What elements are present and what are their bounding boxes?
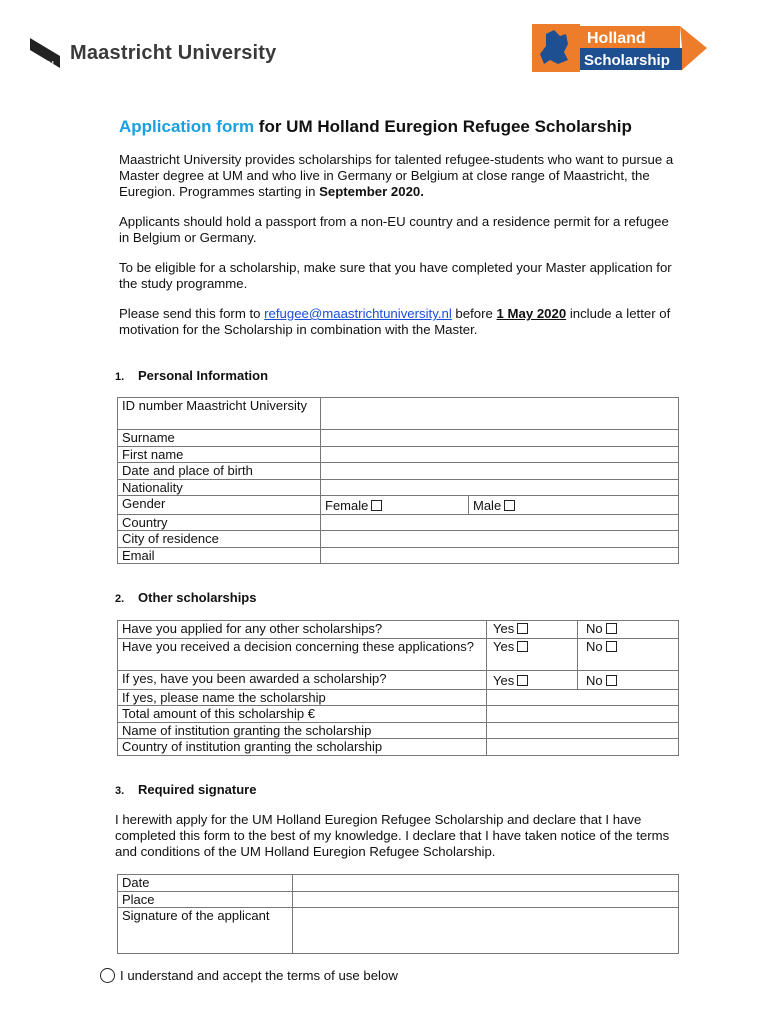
label-nationality: Nationality xyxy=(118,479,321,496)
terms-radio[interactable] xyxy=(100,968,115,983)
label-surname: Surname xyxy=(118,430,321,447)
label-date: Date xyxy=(118,875,293,892)
q2-yes-checkbox[interactable] xyxy=(517,641,528,652)
gender-male-option[interactable]: Male xyxy=(469,496,679,515)
male-checkbox[interactable] xyxy=(504,500,515,511)
section-1-heading: 1. Personal Information xyxy=(115,368,269,383)
input-date[interactable] xyxy=(293,875,679,892)
input-email[interactable] xyxy=(321,547,679,564)
input-scholarship-amount[interactable] xyxy=(487,706,679,723)
q1-yes-checkbox[interactable] xyxy=(517,623,528,634)
intro-paragraph-2: Applicants should hold a passport from a non-EU country and a residence permit for a refugee in Belgium or Germany. xyxy=(119,214,669,245)
intro-paragraph-3: To be eligible for a scholarship, make sure that you have completed your Master application for the study programme. xyxy=(119,260,672,291)
label-city: City of residence xyxy=(118,531,321,548)
q2-no-checkbox[interactable] xyxy=(606,641,617,652)
input-nationality[interactable] xyxy=(321,479,679,496)
gender-female-option[interactable]: Female xyxy=(321,496,469,515)
input-scholarship-name[interactable] xyxy=(487,689,679,706)
label-first-name: First name xyxy=(118,446,321,463)
page-title xyxy=(119,117,632,137)
q3-yes-option[interactable]: Yes xyxy=(487,671,578,690)
label-id-number: ID number Maastricht University xyxy=(118,398,321,430)
label-q6: Name of institution granting the scholarship xyxy=(118,722,487,739)
other-scholarships-table xyxy=(117,620,679,756)
input-id-number[interactable] xyxy=(321,398,679,430)
label-signature: Signature of the applicant xyxy=(118,908,293,954)
label-q1: Have you applied for any other scholarships? xyxy=(118,621,487,639)
terms-label: I understand and accept the terms of use below xyxy=(120,968,398,983)
label-dob: Date and place of birth xyxy=(118,463,321,480)
title-rest: for UM Holland Euregion Refugee Scholarship xyxy=(258,117,632,136)
label-gender: Gender xyxy=(118,496,321,515)
label-q2: Have you received a decision concerning these applications? xyxy=(118,639,487,671)
input-surname[interactable] xyxy=(321,430,679,447)
q3-no-checkbox[interactable] xyxy=(606,675,617,686)
svg-text:M: M xyxy=(48,61,54,68)
input-institution-country[interactable] xyxy=(487,739,679,756)
signature-table xyxy=(117,874,679,954)
input-institution-name[interactable] xyxy=(487,722,679,739)
label-q5: Total amount of this scholarship € xyxy=(118,706,487,723)
q1-no-option[interactable]: No xyxy=(578,621,679,639)
female-checkbox[interactable] xyxy=(371,500,382,511)
email-link[interactable]: refugee@maastrichtuniversity.nl xyxy=(264,306,452,321)
q3-no-option[interactable]: No xyxy=(578,671,679,690)
logo-text-holland: Holland xyxy=(587,30,646,47)
label-q7: Country of institution granting the scholarship xyxy=(118,739,487,756)
input-signature[interactable] xyxy=(293,908,679,954)
label-email: Email xyxy=(118,547,321,564)
maastricht-university-logo xyxy=(30,38,277,68)
q2-no-option[interactable]: No xyxy=(578,639,679,671)
intro-paragraph-1: Maastricht University provides scholarships for talented refugee-students who want to pursue a Master degree at UM and who live in Germany or Belgium at close range of Maastricht, the Euregion. Programmes starting in September 2020. xyxy=(119,152,674,199)
label-q4: If yes, please name the scholarship xyxy=(118,689,487,706)
intro-paragraph-4: Please send this form to refugee@maastrichtuniversity.nl before 1 May 2020 include a letter of motivation for the Scholarship in combination with the Master. xyxy=(119,306,671,337)
input-place[interactable] xyxy=(293,891,679,908)
section-2-heading: 2. Other scholarships xyxy=(115,590,257,605)
declaration-text: I herewith apply for the UM Holland Euregion Refugee Scholarship and declare that I have completed this form to the best of my knowledge. I declare that I have taken notice of the terms and conditions of the UM Holland Euregion Refugee Scholarship. xyxy=(115,812,670,859)
section-3-heading: 3. Required signature xyxy=(115,782,257,797)
logo-text-scholarship: Scholarship xyxy=(584,52,670,69)
holland-scholarship-logo xyxy=(532,24,707,72)
deadline-date: 1 May 2020 xyxy=(496,306,567,321)
svg-text:U: U xyxy=(32,42,38,49)
terms-acceptance[interactable] xyxy=(100,968,398,983)
q3-yes-checkbox[interactable] xyxy=(517,675,528,686)
um-mark-icon xyxy=(30,38,60,68)
input-country[interactable] xyxy=(321,514,679,531)
q2-yes-option[interactable]: Yes xyxy=(487,639,578,671)
input-city[interactable] xyxy=(321,531,679,548)
label-q3: If yes, have you been awarded a scholarship? xyxy=(118,671,487,690)
title-accent: Application form xyxy=(119,117,255,136)
q1-no-checkbox[interactable] xyxy=(606,623,617,634)
label-country: Country xyxy=(118,514,321,531)
q1-yes-option[interactable]: Yes xyxy=(487,621,578,639)
label-place: Place xyxy=(118,891,293,908)
input-dob[interactable] xyxy=(321,463,679,480)
input-first-name[interactable] xyxy=(321,446,679,463)
personal-info-table xyxy=(117,397,679,564)
university-name: Maastricht University xyxy=(70,41,277,64)
